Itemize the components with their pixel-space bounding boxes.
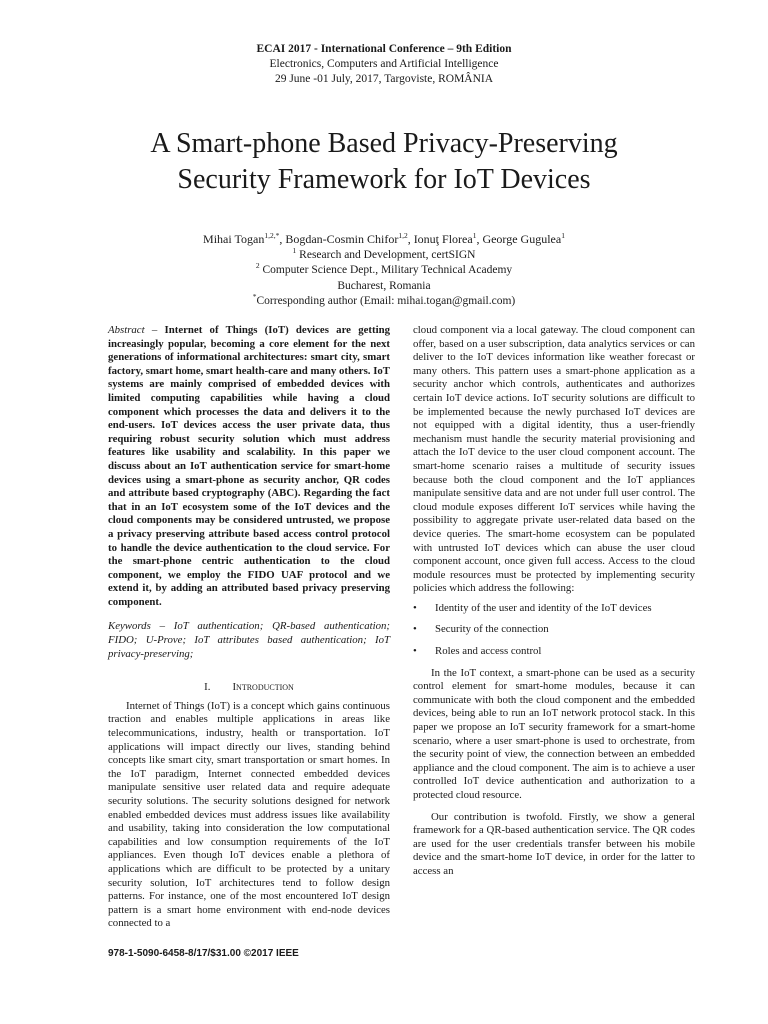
list-item <box>413 623 695 637</box>
affiliation-marker: 1 <box>292 245 297 255</box>
conference-name: ECAI 2017 - International Conference – 9th Edition <box>256 43 512 55</box>
author-affiliation-marker: 1,2,* <box>264 231 280 240</box>
affiliation-text: Research and Development, certSIGN <box>296 248 476 261</box>
author-affiliation-marker: 1,2 <box>398 231 408 240</box>
keywords-label: Keywords <box>108 620 151 633</box>
list-item <box>413 602 695 616</box>
affiliation-text: Computer Science Dept., Military Technical Academy <box>259 264 513 276</box>
corresponding-author <box>0 294 768 310</box>
abstract <box>108 324 390 609</box>
abstract-label: Abstract <box>108 324 145 336</box>
intro-paragraph: Internet of Things (IoT) is a concept which gains continuous traction and enables multiple applications in areas like telecommunications, industry, health or transportation. IoT applications will impact directly our lives, standing behind concepts like smart city, smart transportation or smart homes. In the IoT paradigm, Internet connected embedded devices manipulate sensitive user related data and require adequate security solutions. The security solutions designed for network enabled embedded devices must address issues like availability and usability, taking into consideration the low computational capabilities and low consumption requirements of the IoT appliances. Even though IoT devices enable a plethora of applications which are difficult to be protected by a unitary security solution, IoT architectures tend to follow design patterns. For instance, one of the most encountered IoT design pattern is a smart home environment with end-node devices connected to a <box>108 699 390 930</box>
right-paragraph-2: In the IoT context, a smart-phone can be used as a security control element for smart-home modules, because it can communicate with both the cloud component and the embedded devices, being able to run an IoT network protocol stack. In this paper we propose an IoT security framework for a smart-home scenario, where a user smart-phone is used to orchestrate, from the security point of view, the connection between an embedded appliance and the cloud component. The aim is to achieve a user controlled IoT device authentication and authorization to a protected cloud resource. <box>413 666 695 801</box>
corresponding-email: Corresponding author (Email: mihai.togan@gmail.com) <box>256 295 516 307</box>
conference-date-place: 29 June -01 July, 2017, Targoviste, ROMÂNIA <box>274 73 494 85</box>
requirements-list <box>413 602 695 659</box>
author-name: Mihai Togan <box>203 232 265 246</box>
author-affiliation-marker: 1 <box>472 231 477 240</box>
author-block <box>0 232 768 310</box>
abstract-text: Internet of Things (IoT) devices are getting increasingly popular, becoming a core element for the next generations of informational architectures: smart city, smart factory, smart home, smart health-care and many others. IoT systems are mainly comprised of embedded devices with limited computing capabilities while having a cloud component which processes the data and delivers it to the end-users. IoT devices access the user private data, thus requiring robust security solution which must address features like usability and scalability. In this paper we discuss about an IoT authentication service for smart-home devices using a smart-phone as security anchor, QR codes and attribute based cryptography (ABC). Regarding the fact that in an IoT ecosystem some of the IoT devices and the cloud components may be considered untrusted, we propose a privacy preserving attribute based access control protocol to handle the device authentication to the cloud service. For the smart-phone centric authentication to the cloud component, we employ the FIDO UAF protocol and we extend it, by adding an attributed based privacy preserving component. <box>108 324 390 608</box>
author-list <box>0 232 768 248</box>
affiliation-1 <box>0 245 768 264</box>
left-column <box>108 324 390 931</box>
copyright-footer: 978-1-5090-6458-8/17/$31.00 ©2017 IEEE <box>108 948 299 959</box>
abstract-dash: – <box>144 324 165 336</box>
conference-header <box>0 42 768 87</box>
right-paragraph-3: Our contribution is twofold. Firstly, we show a general framework for a QR-based authentication service. The QR codes are used for the user credentials transfer between his mobile device and the smart-home IoT device, in order for the latter to access an <box>413 810 695 877</box>
list-item <box>413 645 695 659</box>
bullet-icon: • <box>413 601 417 614</box>
right-column <box>413 324 695 879</box>
affiliation-2 <box>0 263 768 279</box>
author-name: , Bogdan-Cosmin Chifor <box>279 232 399 246</box>
section-heading-introduction <box>108 681 390 695</box>
list-item-text: Security of the connection <box>435 623 549 636</box>
bullet-icon: • <box>413 645 417 658</box>
conference-subtitle: Electronics, Computers and Artificial Intelligence <box>269 58 499 70</box>
list-item-text: Identity of the user and identity of the IoT devices <box>435 601 652 614</box>
section-number: I. <box>204 681 211 694</box>
keywords <box>108 620 390 661</box>
affiliation-marker: 2 <box>255 261 260 271</box>
section-title: Introduction <box>232 681 294 694</box>
list-item-text: Roles and access control <box>435 645 542 658</box>
author-name: , Ionuţ Florea <box>407 232 473 246</box>
keywords-text: – IoT authentication; QR-based authentication; FIDO; U-Prove; IoT attributes based authentication; IoT privacy-preserving; <box>108 620 390 660</box>
paper-title-line-2: Security Framework for IoT Devices <box>177 164 591 195</box>
author-affiliation-marker: 1 <box>561 231 565 240</box>
bullet-icon: • <box>413 623 417 636</box>
paper-title-line-1: A Smart-phone Based Privacy-Preserving <box>150 128 618 159</box>
corresponding-marker: * <box>252 292 257 302</box>
affiliation-2-city: Bucharest, Romania <box>337 279 431 292</box>
author-name: , George Gugulea <box>476 232 562 246</box>
right-paragraph-1: cloud component via a local gateway. The cloud component can offer, based on a user subscription, data analytics services or can deliver to the IoT devices information like weather forecast or many others. This pattern uses a smart-phone application as a security anchor which controls, authenticates and authorizes certain IoT device actions. IoT security solutions are difficult to be implemented because the newly purchased IoT devices are not equipped with a digital identity, thus a user-friendly mechanism must handle the security material provisioning and attach the IoT device to the user cloud component account. The smart-home scenario raises a multitude of security issues because both the cloud component and the IoT appliances manipulate sensitive data and are not under full user control. The cloud module exposes different IoT services while having the possibility to aggregate private user-related data based on the device queries. The smart-home ecosystem can be populated with untrusted IoT devices which can abuse the user cloud component account, once given full access. Access to the cloud module resources must be protected by implementing security policies which address the following: <box>413 324 695 595</box>
paper-title <box>0 126 768 198</box>
